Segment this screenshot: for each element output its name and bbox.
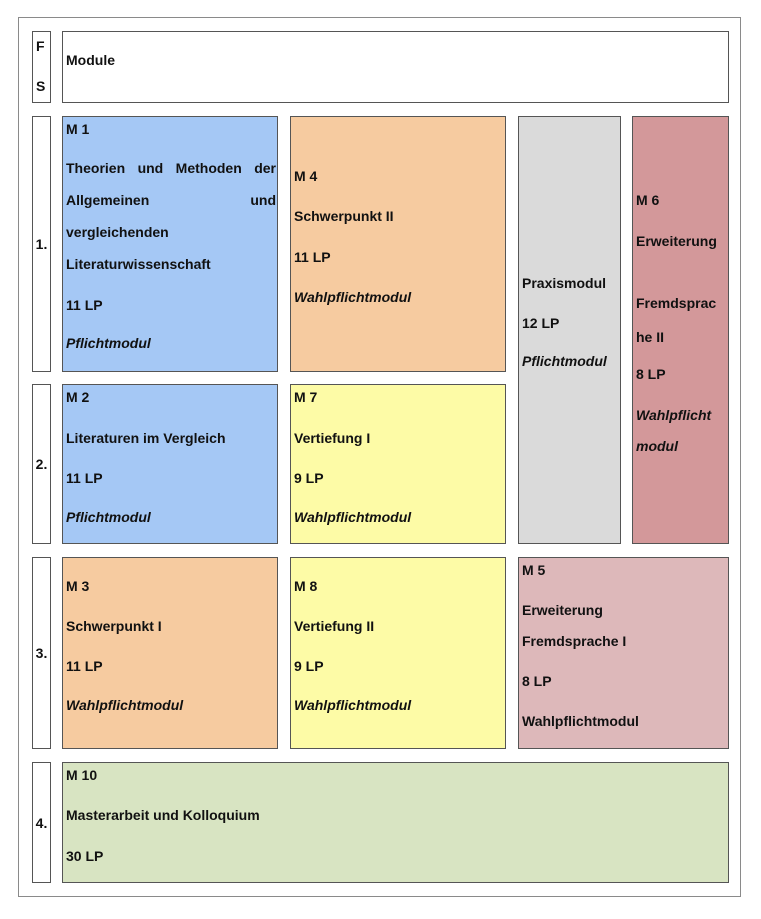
m2-title: Literaturen im Vergleich [66,430,226,446]
praxis-type: Pflichtmodul [522,353,607,369]
module-m8 [290,557,506,749]
m1-title-line4: Literaturwissenschaft [66,256,211,272]
m2-code: M 2 [66,389,90,405]
semester-1-label: 1. [35,236,48,252]
m6-credits: 8 LP [636,366,666,382]
module-praxis [518,116,621,544]
semester-1-cell [32,116,51,372]
module-m4 [290,116,506,372]
m3-type: Wahlpflichtmodul [66,697,184,713]
m6-title-line1: Erweiterung [636,233,717,249]
m7-code: M 7 [294,389,318,405]
m5-credits: 8 LP [522,673,552,689]
m10-code: M 10 [66,767,98,783]
m1-credits: 11 LP [66,297,103,313]
m5-type: Wahlpflichtmodul [522,713,639,729]
modules-header-label: Module [66,52,115,68]
m1-title-line2: Allgemeinen und [66,192,276,208]
m3-code: M 3 [66,578,90,594]
module-m6 [632,116,729,544]
module-m10 [62,762,729,883]
m6-title-line3: he II [636,329,665,345]
module-m1 [62,116,278,372]
fs-header-f: F [36,38,45,54]
m1-code: M 1 [66,121,90,137]
praxis-title: Praxismodul [522,275,607,291]
semester-3-cell [32,557,51,749]
m1-title-line3: vergleichenden [66,224,169,240]
fs-header-cell [32,31,51,103]
m1-type: Pflichtmodul [66,335,151,351]
m8-type: Wahlpflichtmodul [294,697,412,713]
semester-2-label: 2. [35,456,48,472]
m7-title: Vertiefung I [294,430,371,446]
m4-credits: 11 LP [294,249,331,265]
m3-title: Schwerpunkt I [66,618,162,634]
praxis-credits: 12 LP [522,315,560,331]
m8-credits: 9 LP [294,658,324,674]
m4-code: M 4 [294,168,318,184]
m5-title-line2: Fremdsprache I [522,633,627,649]
module-m5 [518,557,729,749]
m1-title-line1: Theorien und Methoden der [66,160,276,176]
m6-title-line2: Fremdsprac [636,295,717,311]
m5-code: M 5 [522,562,546,578]
m8-code: M 8 [294,578,318,594]
semester-4-cell [32,762,51,883]
m6-code: M 6 [636,192,660,208]
module-m3 [62,557,278,749]
modules-header-cell [62,31,729,103]
m7-credits: 9 LP [294,470,324,486]
m2-type: Pflichtmodul [66,509,151,525]
m4-type: Wahlpflichtmodul [294,289,412,305]
semester-2-cell [32,384,51,544]
m6-type-line2: modul [636,438,678,454]
m10-credits: 30 LP [66,848,104,864]
module-m2 [62,384,278,544]
m7-type: Wahlpflichtmodul [294,509,412,525]
m4-title: Schwerpunkt II [294,208,394,224]
m6-type-line1: Wahlpflicht [636,407,712,423]
module-m7 [290,384,506,544]
m8-title: Vertiefung II [294,618,375,634]
semester-3-label: 3. [35,645,48,661]
fs-header-s: S [36,78,46,94]
m5-title-line1: Erweiterung [522,602,603,618]
semester-4-label: 4. [35,814,48,831]
m2-credits: 11 LP [66,470,103,486]
m10-title: Masterarbeit und Kolloquium [66,807,260,823]
m3-credits: 11 LP [66,658,103,674]
